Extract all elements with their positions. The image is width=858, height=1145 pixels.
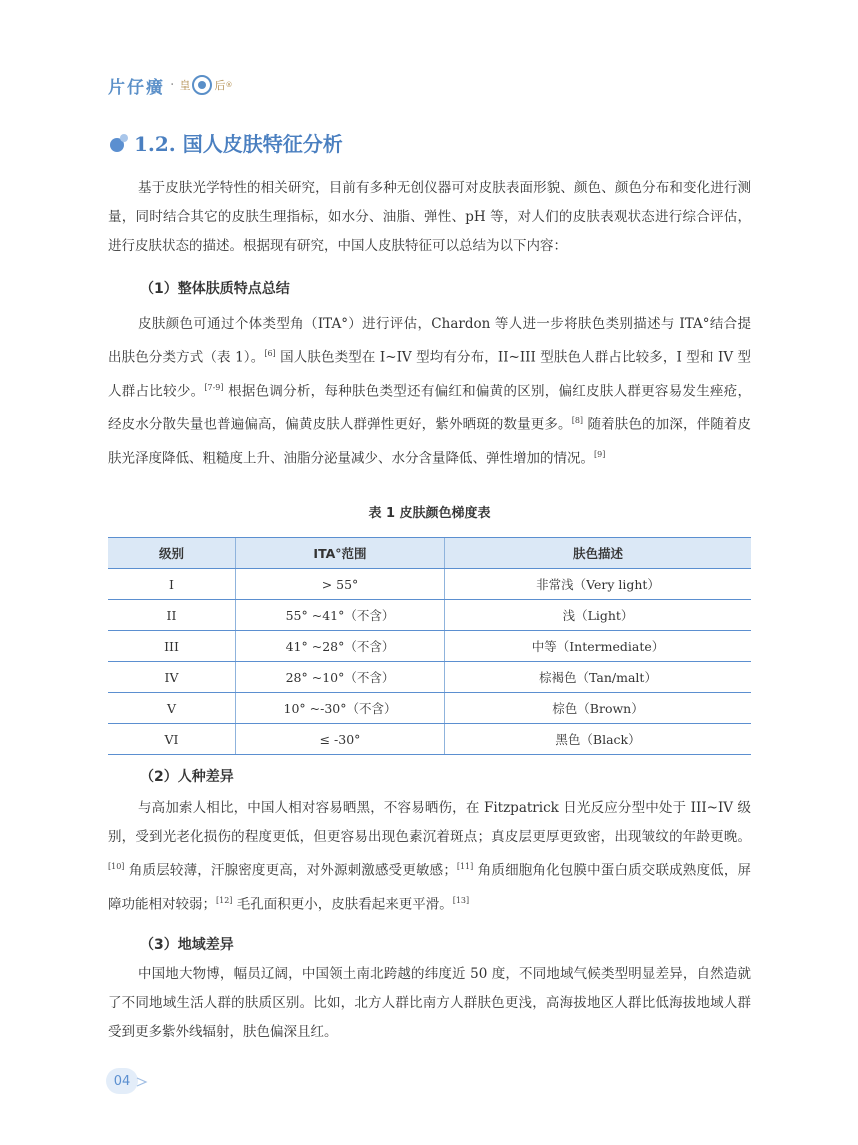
section-heading <box>108 128 343 157</box>
table-header-row <box>108 538 751 569</box>
citation-ref: [10] <box>108 862 125 871</box>
bullet-dots-icon <box>108 132 130 154</box>
table-row <box>108 693 751 724</box>
subheading-overall: （1）整体肤质特点总结 <box>140 281 290 297</box>
citation-ref: [13] <box>452 895 470 905</box>
header-ita-range: ITA°范围 <box>236 538 445 569</box>
logo-main-text: 片仔癀 <box>108 77 165 98</box>
citation-ref: [7-9] <box>204 382 224 392</box>
citation-ref: [8] <box>571 416 584 425</box>
citation-ref: [11] <box>456 862 474 871</box>
cell-desc: 中等（Intermediate） <box>445 631 752 662</box>
paragraph-race: 与高加索人相比，中国人相对容易晒黑，不容易晒伤，在 Fitzpatrick 日光反应分型中处于 III~IV 级别，受到光老化损伤的程度更低，但更容易出现色素沉着斑点；真皮层更厚更致密，出现皱纹的年龄更晚。[10] 角质层较薄，汗腺密度更高，对外源刺激感受更敏感；[11] 角质细胞角化包膜中蛋白质交联成熟度低，屏障功能相对较弱；[12] 毛孔面积更小，皮肤看起来更平滑。[13] <box>108 800 751 912</box>
citation-ref: [6] <box>264 349 276 358</box>
cell-level: VI <box>108 724 236 755</box>
cell-level: III <box>108 631 236 662</box>
table-row <box>108 569 751 600</box>
cell-ita: 10° ~-30°（不含） <box>236 693 445 724</box>
logo-separator: · <box>170 77 175 93</box>
table-row <box>108 600 751 631</box>
paragraph-overall: 皮肤颜色可通过个体类型角（ITA°）进行评估，Chardon 等人进一步将肤色类别描述与 ITA°结合提出肤色分类方式（表 1）。[6] 国人肤色类型在 I~IV 型均有分布，II~III 型肤色人群占比较多，I 型和 IV 型人群占比较少。[7-9] 根据色调分析，每种肤色类型还有偏红和偏黄的区别，偏红皮肤人群更容易发生痤疮，经皮水分散失量也普遍偏高，偏黄皮肤人群弹性更好，紫外晒斑的数量更多。[8] 随着肤色的加深，伴随着皮肤光泽度降低、粗糙度上升、油脂分泌量减少、水分含量降低、弹性增加的情况。[9] <box>108 316 752 466</box>
brand-logo <box>108 70 232 100</box>
table-row <box>108 724 751 755</box>
citation-ref: [9] <box>594 449 606 459</box>
cell-desc: 棕褐色（Tan/malt） <box>445 662 752 693</box>
section-title: 1.2. 国人皮肤特征分析 <box>134 132 343 156</box>
cell-desc: 黑色（Black） <box>445 724 752 755</box>
cell-ita: 28° ~10°（不含） <box>236 662 445 693</box>
table-row <box>108 631 751 662</box>
cell-level: IV <box>108 662 236 693</box>
cell-ita: 41° ~28°（不含） <box>236 631 445 662</box>
subheading-region: （3）地域差异 <box>140 937 234 953</box>
table-caption: 表 1 皮肤颜色梯度表 <box>368 506 491 521</box>
page-number: 04 <box>106 1068 138 1094</box>
cell-level: V <box>108 693 236 724</box>
cell-ita: 55° ~41°（不含） <box>236 600 445 631</box>
cell-desc: 非常浅（Very light） <box>445 569 752 600</box>
header-description: 肤色描述 <box>445 538 752 569</box>
citation-ref: [12] <box>216 895 233 905</box>
header-level: 级别 <box>108 538 236 569</box>
cell-desc: 浅（Light） <box>445 600 752 631</box>
logo-sub-right: 后 <box>214 79 226 92</box>
paragraph-region: 中国地大物博，幅员辽阔，中国领土南北跨越的纬度近 50 度，不同地域气候类型明显差异，自然造就了不同地域生活人群的肤质区别。比如，北方人群比南方人群肤色更浅，高海拔地区人群比低海拔地域人群受到更多紫外线辐射，肤色偏深且红。 <box>108 966 751 1040</box>
cell-level: I <box>108 569 236 600</box>
cell-ita: ≤ -30° <box>236 724 445 755</box>
logo-registered-mark: ® <box>225 81 233 89</box>
logo-emblem-icon <box>192 75 212 95</box>
cell-ita: > 55° <box>236 569 445 600</box>
cell-desc: 棕色（Brown） <box>445 693 752 724</box>
cell-level: II <box>108 600 236 631</box>
skin-color-table <box>108 537 751 755</box>
table-row <box>108 662 751 693</box>
intro-paragraph: 基于皮肤光学特性的相关研究，目前有多种无创仪器可对皮肤表面形貌、颜色、颜色分布和变化进行测量，同时结合其它的皮肤生理指标，如水分、油脂、弹性、pH 等，对人们的皮肤表观状态进行综合评估，进行皮肤状态的描述。根据现有研究，中国人皮肤特征可以总结为以下内容： <box>108 180 751 254</box>
subheading-race: （2）人种差异 <box>140 769 234 785</box>
logo-sub-left: 皇 <box>179 79 191 92</box>
page-tab-arrow-icon <box>136 1076 148 1088</box>
